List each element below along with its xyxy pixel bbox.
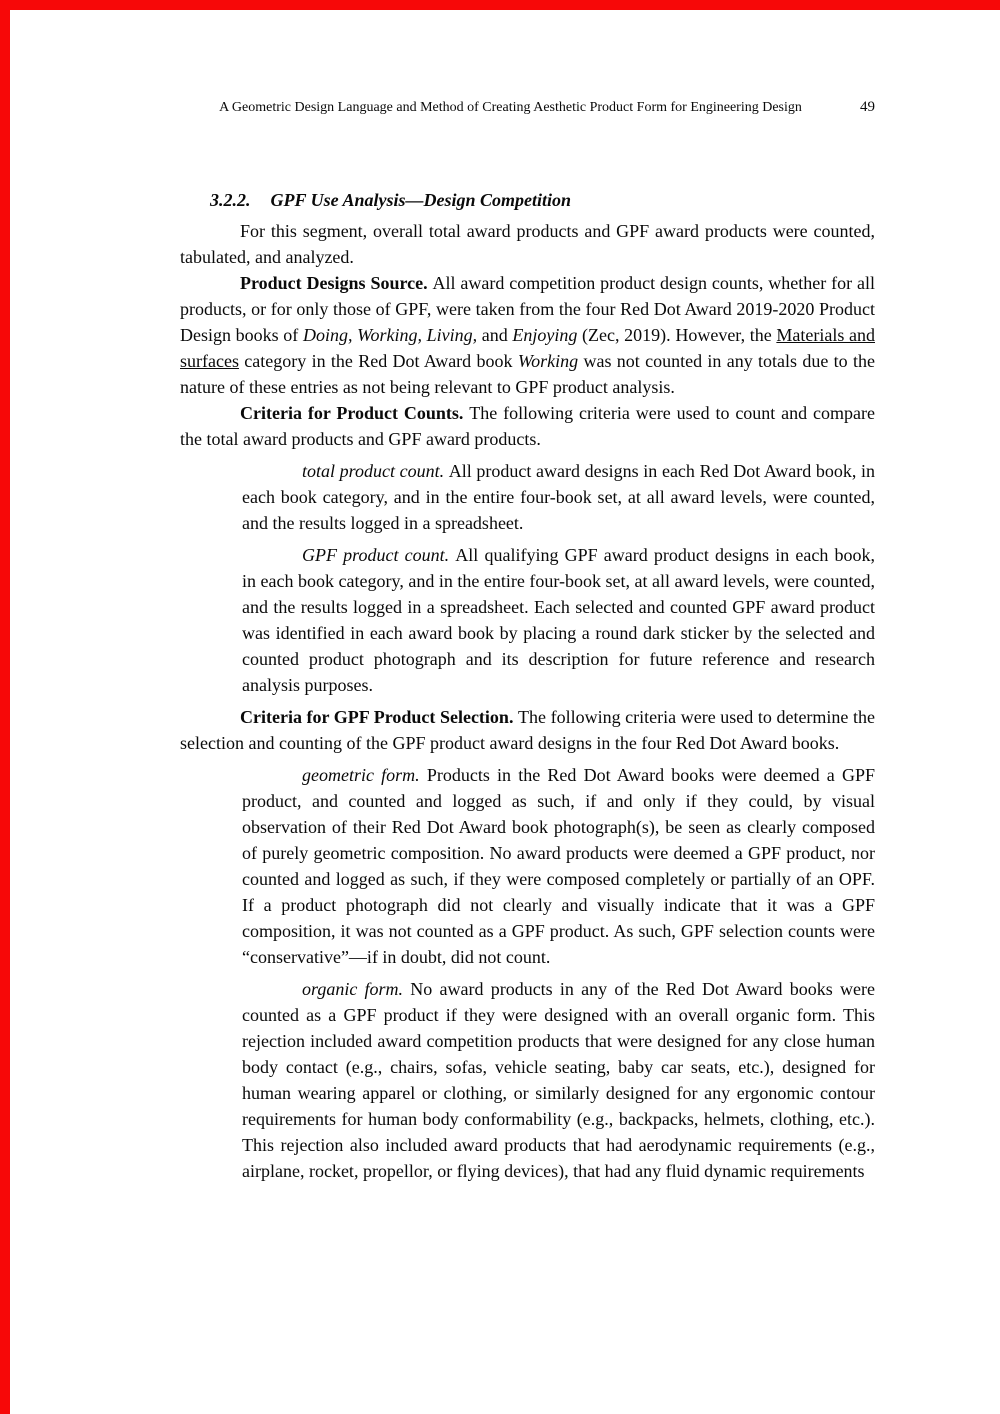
- text-run: total product count.: [302, 461, 449, 481]
- paragraph: [242, 542, 875, 698]
- text-run: Criteria for Product Counts.: [240, 403, 470, 423]
- text-run: All qualifying GPF award product designs in each book, in each book category, and in the entire four-book set, at all award levels, were counted, and the results logged in a spreadsheet. Each selected and counted GPF award product was identified in each award book by placing a round dark sticker by the selected and counted product photograph and its description for future reference and research analysis purposes.: [242, 545, 876, 695]
- paragraph: [242, 458, 875, 536]
- text-run: The following criteria were used to count and compare the total award products and GPF award products.: [180, 403, 875, 449]
- text-run: (Zec, 2019). However, the: [577, 325, 777, 345]
- text-run: The following criteria were used to determine the selection and counting of the GPF product award designs in the four Red Dot Award books.: [180, 707, 875, 753]
- text-run: GPF product count.: [302, 545, 456, 565]
- text-run: geometric form.: [302, 765, 427, 785]
- page-header: [180, 98, 875, 117]
- paragraphs: [180, 218, 875, 1184]
- red-border-top: [0, 0, 1000, 10]
- section-heading: [180, 187, 875, 213]
- red-border-left: [0, 0, 10, 1414]
- body-text-column: [180, 187, 875, 1184]
- page-number: 49: [860, 99, 875, 115]
- text-run: was not counted in any totals due to the nature of these entries as not being relevant to GPF product analysis.: [180, 351, 875, 397]
- text-run: Doing, Working, Living,: [302, 325, 478, 345]
- text-run: All award competition product design counts, whether for all products, or for only those of GPF, were taken from the four Red Dot Award 2019-2020 Product Design books of: [180, 273, 876, 345]
- text-run: Criteria for GPF Product Selection.: [240, 707, 519, 727]
- paragraph: [180, 704, 875, 756]
- section-number: 3.2.2.: [210, 190, 251, 210]
- text-run: Products in the Red Dot Award books were deemed a GPF product, and counted and logged as such, if and only if they could, by visual observation of their Red Dot Award book photograph(s), be seen as clearly composed of purely geometric composition. No award products were deemed a GPF product, nor counted and logged as such, if they were composed completely or partially of an OPF. If a product photograph did not clearly and visually indicate that it was a GPF composition, it was not counted as a GPF product. As such, GPF selection counts were “conservative”—if in doubt, did not count.: [242, 765, 875, 967]
- text-run: No award products in any of the Red Dot Award books were counted as a GPF product if they were designed with an overall organic form. This rejection included award competition products that were designed for any close human body contact (e.g., chairs, sofas, vehicle seating, baby car seats, etc.), designed for human wearing apparel or clothing, or similarly designed for any ergonomic contour requirements for human body conformability (e.g., backpacks, helmets, clothing, etc.). This rejection also included award products that had aerodynamic requirements (e.g., airplane, rocket, propellor, or flying devices), that had any fluid dynamic requirements: [242, 979, 875, 1181]
- document-page: [10, 10, 1000, 1414]
- section-title: GPF Use Analysis—Design Competition: [270, 190, 572, 210]
- running-title: A Geometric Design Language and Method of Creating Aesthetic Product Form for Engineering Design: [219, 100, 802, 115]
- paragraph: [180, 400, 875, 452]
- text-run: organic form.: [302, 979, 411, 999]
- text-run: All product award designs in each Red Dot Award book, in each book category, and in the entire four-book set, at all award levels, were counted, and the results logged in a spreadsheet.: [242, 461, 875, 533]
- text-run: and: [477, 325, 513, 345]
- paragraph: [180, 218, 875, 270]
- text-run: Materials and surfaces: [180, 325, 875, 371]
- paragraph: [180, 270, 875, 400]
- paragraph: [242, 976, 875, 1184]
- text-run: category in the Red Dot Award book: [238, 351, 518, 371]
- paragraph: [242, 762, 875, 970]
- text-run: For this segment, overall total award products and GPF award products were counted, tabulated, and analyzed.: [180, 221, 875, 267]
- text-run: Enjoying: [512, 325, 578, 345]
- text-run: Product Designs Source.: [240, 273, 433, 293]
- text-run: Working: [517, 351, 579, 371]
